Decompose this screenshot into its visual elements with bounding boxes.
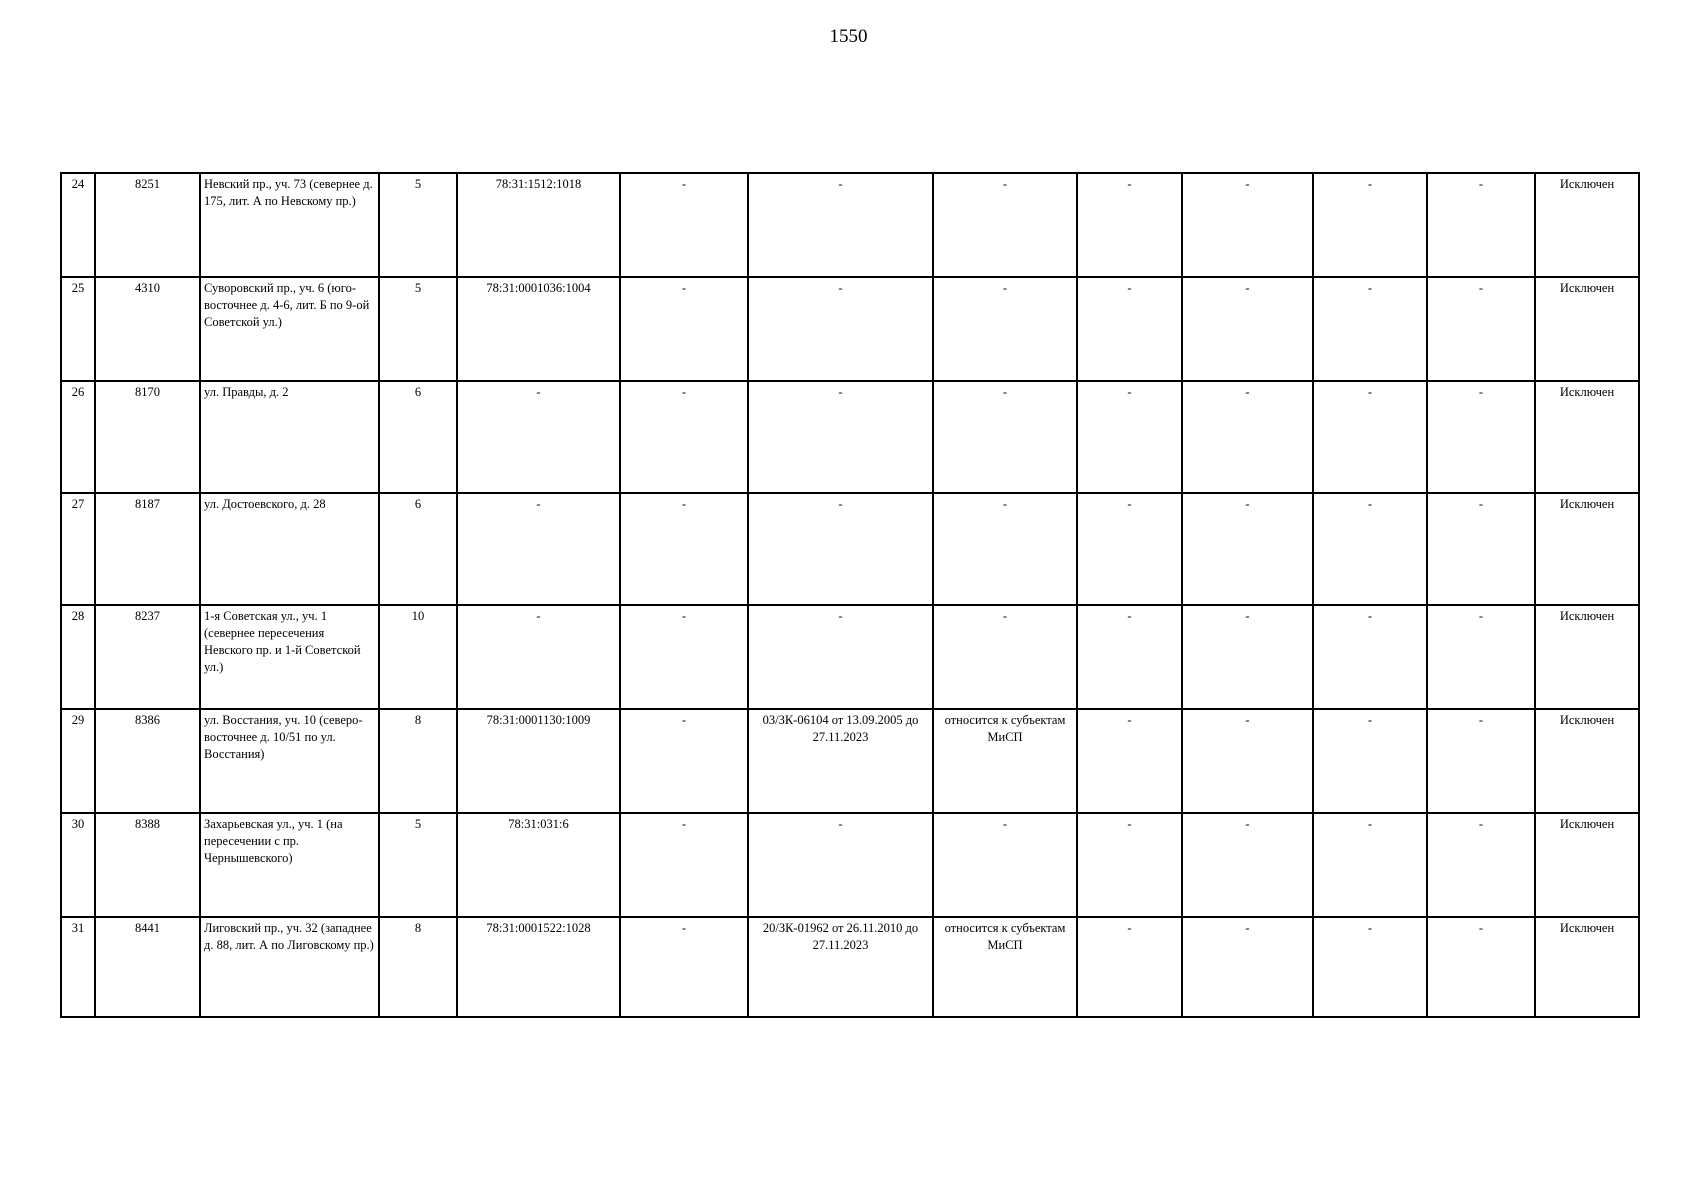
cell-col11: - [1313, 917, 1427, 1017]
cell-code: 8441 [95, 917, 200, 1017]
cell-number: 28 [61, 605, 95, 709]
cell-address: ул. Правды, д. 2 [200, 381, 379, 493]
cell-col12: - [1427, 493, 1535, 605]
cell-contract: - [748, 173, 933, 277]
cell-zone: 8 [379, 709, 457, 813]
cell-zone: 6 [379, 493, 457, 605]
cell-contract: - [748, 605, 933, 709]
cell-address: Лиговский пр., уч. 32 (западнее д. 88, лит. А по Лиговскому пр.) [200, 917, 379, 1017]
cell-number: 29 [61, 709, 95, 813]
table-body [61, 173, 1639, 1017]
cell-col10: - [1182, 709, 1313, 813]
table-row [61, 709, 1639, 813]
cell-col11: - [1313, 605, 1427, 709]
cell-status: Исключен [1535, 173, 1639, 277]
cell-status: Исключен [1535, 709, 1639, 813]
cell-contract: - [748, 493, 933, 605]
cell-status: Исключен [1535, 917, 1639, 1017]
cell-cadastral: 78:31:0001036:1004 [457, 277, 620, 381]
cell-number: 27 [61, 493, 95, 605]
cell-address: ул. Достоевского, д. 28 [200, 493, 379, 605]
cell-address: Захарьевская ул., уч. 1 (на пересечении с пр. Чернышевского) [200, 813, 379, 917]
cell-col6: - [620, 173, 748, 277]
cell-col12: - [1427, 813, 1535, 917]
cell-address: 1-я Советская ул., уч. 1 (севернее пересечения Невского пр. и 1-й Советской ул.) [200, 605, 379, 709]
cell-zone: 5 [379, 813, 457, 917]
cell-col6: - [620, 605, 748, 709]
cell-col6: - [620, 917, 748, 1017]
cell-col10: - [1182, 277, 1313, 381]
cell-contract: - [748, 381, 933, 493]
cell-col9: - [1077, 277, 1182, 381]
cell-col6: - [620, 493, 748, 605]
cell-note: - [933, 381, 1077, 493]
table-row [61, 493, 1639, 605]
cell-col10: - [1182, 917, 1313, 1017]
cell-zone: 6 [379, 381, 457, 493]
cell-zone: 10 [379, 605, 457, 709]
cell-zone: 8 [379, 917, 457, 1017]
cell-status: Исключен [1535, 381, 1639, 493]
cell-status: Исключен [1535, 277, 1639, 381]
cell-code: 8170 [95, 381, 200, 493]
cell-col6: - [620, 277, 748, 381]
cell-contract: - [748, 813, 933, 917]
cell-col9: - [1077, 917, 1182, 1017]
cell-contract: 20/ЗК-01962 от 26.11.2010 до 27.11.2023 [748, 917, 933, 1017]
cell-note: - [933, 277, 1077, 381]
cell-col10: - [1182, 173, 1313, 277]
cell-col10: - [1182, 493, 1313, 605]
cell-col10: - [1182, 605, 1313, 709]
cell-col9: - [1077, 173, 1182, 277]
cell-cadastral: 78:31:1512:1018 [457, 173, 620, 277]
cell-col9: - [1077, 605, 1182, 709]
cell-col11: - [1313, 381, 1427, 493]
cell-note: - [933, 493, 1077, 605]
cell-number: 26 [61, 381, 95, 493]
cell-address: Невский пр., уч. 73 (севернее д. 175, лит. А по Невскому пр.) [200, 173, 379, 277]
cell-col6: - [620, 709, 748, 813]
cell-note: - [933, 605, 1077, 709]
cell-code: 8388 [95, 813, 200, 917]
cell-contract: 03/ЗК-06104 от 13.09.2005 до 27.11.2023 [748, 709, 933, 813]
cell-number: 30 [61, 813, 95, 917]
cell-col9: - [1077, 813, 1182, 917]
cell-status: Исключен [1535, 813, 1639, 917]
cell-cadastral: - [457, 605, 620, 709]
cell-col12: - [1427, 709, 1535, 813]
cell-code: 8251 [95, 173, 200, 277]
cell-cadastral: - [457, 493, 620, 605]
cell-col11: - [1313, 277, 1427, 381]
cell-col11: - [1313, 173, 1427, 277]
table-row [61, 917, 1639, 1017]
cell-note: - [933, 173, 1077, 277]
cell-col12: - [1427, 381, 1535, 493]
cell-col9: - [1077, 493, 1182, 605]
cell-zone: 5 [379, 173, 457, 277]
cell-col6: - [620, 813, 748, 917]
cell-code: 8237 [95, 605, 200, 709]
cell-col12: - [1427, 605, 1535, 709]
cell-col12: - [1427, 277, 1535, 381]
cell-col12: - [1427, 173, 1535, 277]
cell-col10: - [1182, 813, 1313, 917]
cell-number: 24 [61, 173, 95, 277]
table-row [61, 173, 1639, 277]
registry-table [60, 172, 1640, 1018]
cell-status: Исключен [1535, 605, 1639, 709]
cell-note: относится к субъектам МиСП [933, 917, 1077, 1017]
cell-cadastral: 78:31:0001522:1028 [457, 917, 620, 1017]
table-row [61, 277, 1639, 381]
cell-col11: - [1313, 709, 1427, 813]
cell-address: ул. Восстания, уч. 10 (северо-восточнее д. 10/51 по ул. Восстания) [200, 709, 379, 813]
cell-note: относится к субъектам МиСП [933, 709, 1077, 813]
cell-col11: - [1313, 813, 1427, 917]
cell-code: 4310 [95, 277, 200, 381]
cell-address: Суворовский пр., уч. 6 (юго-восточнее д. 4-6, лит. Б по 9-ой Советской ул.) [200, 277, 379, 381]
cell-code: 8386 [95, 709, 200, 813]
cell-col6: - [620, 381, 748, 493]
cell-cadastral: 78:31:031:6 [457, 813, 620, 917]
cell-zone: 5 [379, 277, 457, 381]
page-number: 1550 [829, 26, 868, 47]
cell-number: 25 [61, 277, 95, 381]
cell-col9: - [1077, 709, 1182, 813]
cell-col12: - [1427, 917, 1535, 1017]
cell-cadastral: - [457, 381, 620, 493]
cell-note: - [933, 813, 1077, 917]
cell-code: 8187 [95, 493, 200, 605]
cell-col9: - [1077, 381, 1182, 493]
cell-col11: - [1313, 493, 1427, 605]
table-row [61, 813, 1639, 917]
cell-col10: - [1182, 381, 1313, 493]
table-row [61, 381, 1639, 493]
cell-contract: - [748, 277, 933, 381]
table-row [61, 605, 1639, 709]
cell-cadastral: 78:31:0001130:1009 [457, 709, 620, 813]
cell-number: 31 [61, 917, 95, 1017]
cell-status: Исключен [1535, 493, 1639, 605]
